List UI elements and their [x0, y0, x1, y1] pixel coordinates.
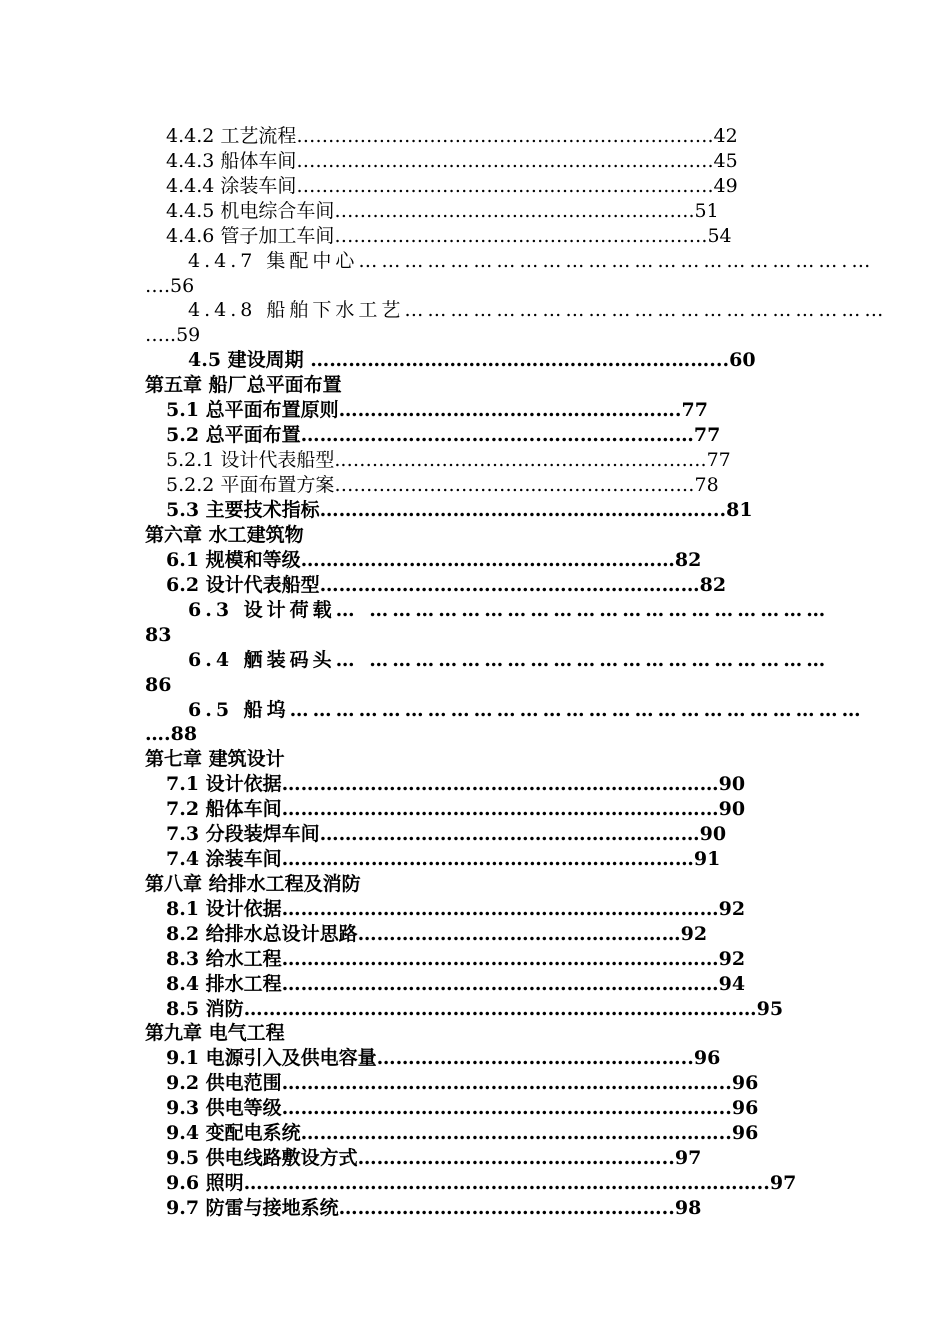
toc-chapter-heading[interactable]: 第五章 船厂总平面布置 — [145, 374, 342, 396]
toc-entry[interactable]: 8.3 给水工程……………………………………………………………92 — [166, 948, 746, 970]
toc-entry[interactable]: 9.4 变配电系统…………………………………………………………..96 — [166, 1122, 759, 1144]
toc-entry[interactable]: 9.5 供电线路敷设方式…………………………………………..97 — [166, 1147, 702, 1169]
toc-chapter-heading[interactable]: 第九章 电气工程 — [145, 1022, 285, 1044]
toc-entry[interactable]: 4.4.7 集配中心……………………………………………………….… — [188, 250, 875, 272]
toc-entry[interactable]: 9.2 供电范围……………………………………………………………..96 — [166, 1072, 759, 1094]
toc-entry-continuation[interactable]: ….56 — [145, 275, 195, 297]
toc-entry[interactable]: 8.1 设计依据……………………………………………………………92 — [166, 898, 746, 920]
toc-entry[interactable]: 5.1 总平面布置原则…………………………..………………….77 — [166, 399, 708, 421]
toc-entry[interactable]: 5.2.2 平面布置方案…………………………...……………………78 — [166, 474, 719, 496]
toc-entry[interactable]: 6.4 舾装码头… …………………………………………………… — [188, 649, 830, 671]
toc-entry[interactable]: 6.5 船坞………………………………………………………………… — [188, 699, 865, 721]
toc-entry[interactable]: 4.4.3 船体车间…………………………………..…………………….45 — [166, 150, 738, 172]
toc-chapter-heading[interactable]: 第七章 建筑设计 — [145, 748, 285, 770]
toc-entry[interactable]: 4.5 建设周期 ………………………………………………………...60 — [188, 349, 756, 371]
toc-entry-continuation[interactable]: …..59 — [145, 324, 201, 346]
toc-entry[interactable]: 8.2 给排水总设计思路……………………………………………92 — [166, 923, 708, 945]
toc-entry[interactable]: 8.4 排水工程……………………………………………………………94 — [166, 973, 746, 995]
toc-entry[interactable]: 7.4 涂装车间………..………………………………………………91 — [166, 848, 721, 870]
toc-entry[interactable]: 4.4.4 涂装车间…………………………………..…………………….49 — [166, 175, 738, 197]
toc-entry[interactable]: 5.2.1 设计代表船型..……………….……….……………………….77 — [166, 449, 731, 471]
toc-entry[interactable]: 6.1 规模和等级……………..……………………………………82 — [166, 549, 702, 571]
toc-chapter-heading[interactable]: 第六章 水工建筑物 — [145, 524, 304, 546]
toc-entry[interactable]: 4.4.8 船舶下水工艺……………………………………………………… — [188, 299, 888, 321]
toc-entry[interactable]: 9.3 供电等级……………………………………………………………..96 — [166, 1097, 759, 1119]
toc-entry[interactable]: 5.2 总平面布置………………………………..……………………77 — [166, 424, 721, 446]
toc-chapter-heading[interactable]: 第八章 给排水工程及消防 — [145, 873, 361, 895]
toc-entry[interactable]: 7.3 分段装焊车间……………………………………………………90 — [166, 823, 727, 845]
toc-entry[interactable]: 5.3 主要技术指标……………………………………………………....81 — [166, 499, 753, 521]
toc-entry[interactable]: 6.3 设计荷载… …………………………………………………… — [188, 599, 830, 621]
toc-entry[interactable]: 9.6 照明………………………………………………………………………..97 — [166, 1172, 797, 1194]
toc-entry-continuation[interactable]: ….88 — [145, 723, 198, 745]
toc-entry-continuation[interactable]: 83 — [145, 624, 172, 646]
toc-entry[interactable]: 9.7 防雷与接地系统……………………………………………..98 — [166, 1197, 702, 1219]
toc-entry-continuation[interactable]: 86 — [145, 674, 172, 696]
toc-entry[interactable]: 7.1 设计依据……………………………………………………………90 — [166, 773, 746, 795]
toc-entry[interactable]: 8.5 消防………………………………………………………………………95 — [166, 998, 784, 1020]
toc-entry[interactable]: 9.1 电源引入及供电容量…………………………………………..96 — [166, 1047, 721, 1069]
toc-entry[interactable]: 4.4.5 机电综合车间…………………………..…………………….51 — [166, 200, 719, 222]
toc-entry[interactable]: 4.4.2 工艺流程…………………………………..…………………….42 — [166, 125, 738, 147]
toc-entry[interactable]: 6.2 设计代表船型……………………………………………………82 — [166, 574, 727, 596]
toc-entry[interactable]: 4.4.6 管子加工车间……………………………….………………….54 — [166, 225, 732, 247]
toc-entry[interactable]: 7.2 船体车间……………………………………………………………90 — [166, 798, 746, 820]
